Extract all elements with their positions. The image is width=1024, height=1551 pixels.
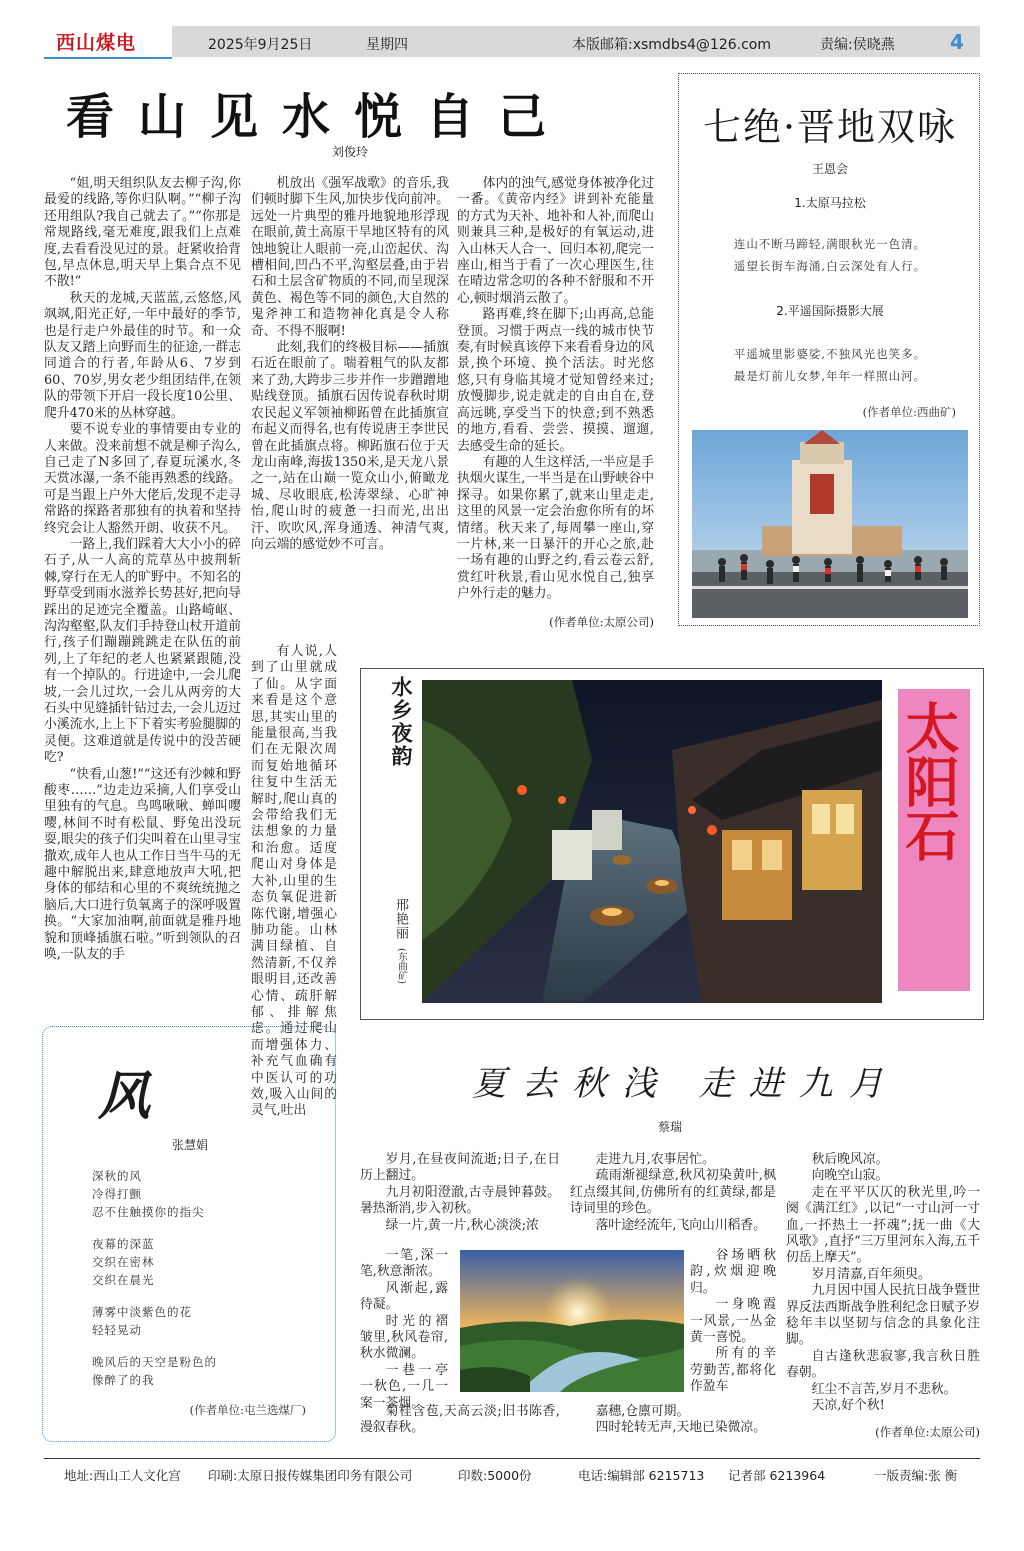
paragraph: 岁月,在昼夜间流逝;日子,在日历上翻过。 <box>360 1152 560 1184</box>
photo-title: 水乡夜韵 <box>389 676 414 768</box>
article1-author: 刘俊玲 <box>331 145 368 159</box>
paragraph: 时光的褶皱里,秋风卷帘,秋水微澜。 <box>360 1313 448 1362</box>
footer-chief-editor: 一版责编:张 衡 <box>874 1468 958 1483</box>
footer-phone-reporters: 记者部 6213964 <box>728 1468 826 1483</box>
footer-address: 地址:西山工人文化宫 <box>64 1468 181 1483</box>
article2-column-2c <box>570 1404 776 1444</box>
poem-line: 连山不断马蹄轻,满眼秋光一色清。 <box>733 237 927 251</box>
poem-line: 遥望长街车海涌,白云深处有人行。 <box>733 259 927 273</box>
marathon-photo <box>692 430 968 618</box>
wind-poem-line: 冷得打颤 <box>92 1187 142 1201</box>
article2-column-1c <box>360 1404 560 1444</box>
photo-author: 邢艳丽 <box>393 898 408 940</box>
poem-line: 平遥城里影婆娑,不独风光也笑多。 <box>733 347 927 361</box>
paragraph: 走进九月,农事居忙。 <box>595 1152 715 1167</box>
wind-poem-line: 交织在晨光 <box>92 1273 155 1287</box>
wind-poem-line: 忍不住触摸你的指尖 <box>92 1205 205 1219</box>
wind-poem-line: 轻轻晃动 <box>92 1323 142 1337</box>
paragraph: 机放出《强军战歌》的音乐,我们顿时脚下生风,加快步伐向前冲。远处一片典型的雅丹地貌地形浮现在眼前,黄土高原干旱地区特有的风蚀地貌让人眼前一亮,山峦起伏、沟槽相间,凹凸不平,沟壑层叠,由于岩石和土层含矿物质的不同,而呈现深黄色、褐色等不同的颜色,大自然的鬼斧神工和造物神化真是令人称奇、不得不服啊! <box>251 176 449 339</box>
paragraph: 岁月清嘉,百年须臾。 <box>811 1266 931 1282</box>
photo-author-unit: (东曲矿) <box>396 948 407 984</box>
paragraph: 天凉,好个秋! <box>811 1398 885 1414</box>
paragraph: 走在平平仄仄的秋光里,吟一阕《满江红》,以记“一寸山河一寸血,一抔热土一抔魂”;抚一曲《大风歌》,直抒“三万里河东入海,五千仞岳上摩天”。 <box>786 1184 980 1266</box>
footer-circulation: 印数:5000份 <box>458 1468 532 1483</box>
wind-poem-line: 晚风后的天空是粉色的 <box>92 1355 217 1369</box>
paragraph: 一巷一亭一秋色,一几一案一茶烟。 <box>360 1362 448 1411</box>
paragraph: 自古逢秋悲寂寥,我言秋日胜春朝。 <box>786 1348 980 1381</box>
paragraph: 有趣的人生这样活,一半应是手执烟火谋生,一半当是在山野峡谷中探寻。如果你累了,就来山里走走,这里的风景一定会治愈你所有的坏情绪。秋天来了,每周攀一座山,穿一片林,来一日暴汗的开心之旅,赴一场有趣的山野之约,看云卷云舒,赏红叶秋景,看山见水悦自己,独享户外行走的魅力。 <box>457 454 654 602</box>
footer-phone-editorial: 电话:编辑部 6215713 <box>578 1468 705 1483</box>
paragraph: 九月初阳澄澈,古寺晨钟暮鼓。暑热渐消,步入初秋。 <box>360 1184 560 1217</box>
masthead-logo: 西山煤电 <box>56 32 137 54</box>
poem-author: 王恩会 <box>811 162 848 176</box>
paragraph: 体内的浊气,感觉身体被净化过一番。《黄帝内经》讲到补充能量的方式为天补、地补和人补,而爬山则兼具三种,是极好的有氧运动,进入山林天人合一、回归本初,爬完一座山,相当于看了一次心理医生,往在晴边常念叨的各种不舒服和不开心,顿时烟消云散了。 <box>457 176 654 306</box>
paragraph: 九月因中国人民抗日战争暨世界反法西斯战争胜利纪念日赋予岁稔年丰以坚韧与信念的具象化注脚。 <box>786 1283 980 1348</box>
article2-column-1b <box>360 1248 448 1411</box>
paragraph: 疏雨渐褪绿意,秋风初染黄叶,枫红点缀其间,仿佛所有的红黄绿,都是诗词里的珍色。 <box>570 1168 776 1217</box>
paragraph: 秋天的龙城,天蓝蓝,云悠悠,风飒飒,阳光正好,一年中最好的季节,也是行走户外最佳的时节。和一众队友又踏上向野而生的征途,一群志同道合的行者,年龄从6、7岁到60、70岁,男女老少组团结伴,在领队的带领下开启一段长度10公里、爬升470米的丛林穿越。 <box>44 290 241 421</box>
paragraph: 秋后晚风凉。 <box>811 1152 889 1167</box>
paragraph: 一路上,我们踩着大大小小的碎石子,从一人高的荒草丛中披荆斩棘,穿行在无人的旷野中。不知名的野草受到雨水滋养长势甚好,把向导踩出的足迹完全覆盖。山路崎岖、沟沟壑壑,队友们手持登山杖开道前行,孩子们蹦蹦跳跳走在队伍的前列,上了年纪的老人也紧紧跟随,没有一个掉队的。行进途中,一会儿爬坡,一会儿过坎,一会儿从两旁的大石头中见缝插针钻过去,一会儿迈过小溪流水,上上下下着实考验腿脚的灵便。这难道就是传说中的没苦硬吃? <box>44 536 241 766</box>
article2-author: 蔡瑞 <box>657 1120 682 1134</box>
paragraph: 向晚空山寂。 <box>811 1168 889 1184</box>
wind-poem-title: 风 <box>98 1066 159 1127</box>
paragraph: “姐,明天组织队友去柳子沟,你最爱的线路,等你归队啊。”“柳子沟还用组队?我自己就去了。”“你那是常规路线,毫无难度,跟我们上点难度,去看看没见过的景。赶紧收拾背包,早点休息,明天早上集合点不见不散!” <box>44 176 241 290</box>
paragraph: 路再难,终在脚下;山再高,总能登顶。习惯于两点一线的城市快节奏,有时候真该停下来看看身边的风景,换个环境、换个活法。时光悠悠,只有身临其境才觉知曾经来过;放慢脚步,说走就走的自由自在,登高远眺,享受当下的快意;到不熟悉的地方,看看、尝尝、摸摸、遛遛,去感受生命的延长。 <box>457 307 654 454</box>
poem-title: 七绝·晋地双咏 <box>702 105 958 149</box>
article1-column-1 <box>44 176 241 1021</box>
article2-credit: (作者单位:太原公司) <box>875 1425 980 1439</box>
poem-subtitle-2: 2.平遥国际摄影大展 <box>776 304 884 318</box>
article1-title: 看山见水悦自己 <box>66 89 571 145</box>
paragraph: 所有的辛劳勤苦,都将化作盈车 <box>690 1346 776 1395</box>
article1-column-2 <box>251 176 449 644</box>
paragraph: 要不说专业的事情要由专业的人来做。没来前想不就是柳子沟么,自己走了N多回了,春夏玩溪水,冬天赏冰瀑,一条不能再熟悉的线路。可是当跟上户外大佬后,发现不走寻常路的探路者那独有的执着和坚持终究会让人豁然开朗、收获不凡。 <box>44 422 241 536</box>
wind-poem-line: 夜幕的深蓝 <box>92 1237 155 1251</box>
water-town-night-photo <box>422 680 882 1003</box>
paragraph: 有人说,人到了山里就成了仙。从字面来看是这个意思,其实山里的能量很高,当我们在无限次周而复始地循环往复中生活无解时,爬山真的会带给我们无法想象的力量和治愈。适度爬山对身体是大补,山里的生态负氧促进新陈代谢,增强心肺功能。山林满目绿植、自然清新,不仅养眼明目,还改善心情、疏肝解郁、排解焦虑。通过爬山而增强体力、补充气血确有中医认可的功效,吸入山间的灵气,吐出 <box>251 644 337 1119</box>
wind-poem-line: 薄雾中淡紫色的花 <box>92 1305 192 1319</box>
paragraph: 谷场晒秋韵,炊烟迎晚归。 <box>690 1248 776 1296</box>
poem-credit: (作者单位:西曲矿) <box>862 405 956 419</box>
sun-stone-title: 太阳石 <box>897 700 961 862</box>
wind-poem-author: 张慧娟 <box>171 1138 208 1152</box>
article2-title: 夏去秋浅 走进九月 <box>472 1064 899 1104</box>
wind-poem-credit: (作者单位:屯兰选煤厂) <box>189 1403 306 1417</box>
paragraph: 一笔,深一笔,秋意渐浓。 <box>360 1248 448 1280</box>
wind-poem-line: 深秋的风 <box>92 1169 142 1183</box>
article2-column-3 <box>786 1152 980 1452</box>
paragraph: 绿一片,黄一片,秋心淡淡;浓 <box>385 1217 539 1233</box>
header-editor: 责编:侯晓燕 <box>820 37 895 53</box>
paragraph: 风渐起,露待凝。 <box>360 1280 448 1313</box>
paragraph: 一身晚霞一风景,一丛金黄一喜悦。 <box>690 1297 776 1346</box>
paragraph: 落叶途经流年,飞向山川稻香。 <box>595 1217 767 1233</box>
paragraph: 红尘不言苦,岁月不悲秋。 <box>811 1381 957 1397</box>
paragraph: 嘉穗,仓廪可期。 <box>595 1404 690 1419</box>
river-sunset-photo <box>460 1250 684 1392</box>
footer-rule <box>44 1458 980 1459</box>
wind-poem-line: 交织在密林 <box>92 1255 155 1269</box>
article2-column-2 <box>570 1152 776 1248</box>
poem-subtitle-1: 1.太原马拉松 <box>794 196 866 210</box>
header-weekday: 星期四 <box>366 37 408 53</box>
page-number: 4 <box>950 30 964 54</box>
paragraph: 四时轮转无声,天地已染微凉。 <box>595 1420 767 1436</box>
article1-column-2b <box>251 644 337 1119</box>
paragraph: 此刻,我们的终极目标——插旗石近在眼前了。喘着粗气的队友都来了劲,大跨步三步并作一步蹭蹭地贴线登顶。插旗石因传说春秋时期农民起义军领袖柳跖曾在此插旗宣布起义而得名,也有传说唐王李世民曾在此插旗点将。柳跖旗石位于天龙山南峰,海拔1350米,是天龙八景之一,站在山巅一览众山小,俯瞰龙城、尽收眼底,松涛翠绿、心旷神怡,爬山时的疲惫一扫而光,出出汗、吹吹风,浑身通透、神清气爽,向云端的感觉妙不可言。 <box>251 340 449 552</box>
paragraph: 菊桂含苞,天高云淡;旧书陈香,漫叙春秋。 <box>360 1404 560 1436</box>
article2-column-2b <box>690 1248 776 1400</box>
header-email: 本版邮箱:xsmdbs4@126.com <box>572 37 771 53</box>
paragraph: “快看,山葱!”“这还有沙棘和野酸枣……”边走边采摘,人们享受山里独有的气息。鸟鸣啾啾、蝉叫嘤嘤,林间不时有松鼠、野兔出没玩耍,眼尖的孩子们尖叫着在山里寻宝撒欢,成年人也从工作日当牛马的无趣中解脱出来,肆意地放声大吼,把身体的郁结和心里的不爽统统抛之脑后,大口进行负氧离子的深呼吸置换。“大家加油啊,前面就是雅丹地貌和顶峰插旗石啦。”听到领队的召唤,一队友的手 <box>44 766 241 963</box>
wind-poem-line: 像醉了的我 <box>92 1373 155 1387</box>
article1-credit: (作者单位:太原公司) <box>549 615 654 629</box>
article2-column-1 <box>360 1152 560 1248</box>
article1-column-3 <box>457 176 654 626</box>
poem-line: 最是灯前儿女梦,年年一样照山河。 <box>733 369 927 383</box>
header-date: 2025年9月25日 <box>208 37 313 53</box>
footer-printer: 印刷:太原日报传媒集团印务有限公司 <box>208 1468 413 1483</box>
